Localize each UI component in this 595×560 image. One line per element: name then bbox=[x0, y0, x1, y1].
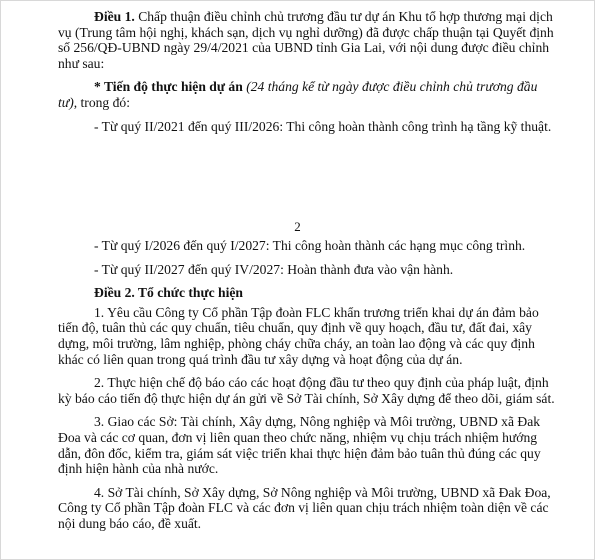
article-1-intro-text: Chấp thuận điều chỉnh chủ trương đầu tư dự án Khu tổ hợp thương mại dịch vụ (Trung tâm hội nghị, khách sạn, dịch vụ nghỉ dưỡng) đã được chấp thuận tại Quyết định số 256/QĐ-UBND ngày 29/4/2021 của UBND tỉnh Gia Lai, với nội dung được điều chỉnh như sau: bbox=[58, 9, 554, 71]
progress-item-1: - Từ quý II/2021 đến quý III/2026: Thi công hoàn thành công trình hạ tầng kỹ thuật. bbox=[94, 118, 552, 134]
progress-label: * Tiến độ thực hiện dự án bbox=[94, 79, 243, 95]
page-number: 2 bbox=[294, 219, 301, 234]
article-1-section bbox=[58, 9, 558, 134]
progress-item-3: - Từ quý II/2027 đến quý IV/2027: Hoàn thành đưa vào vận hành. bbox=[94, 261, 454, 277]
article-2-paragraph-4: 4. Sở Tài chính, Sở Xây dựng, Sở Nông nghiệp và Môi trường, UBND xã Đak Đoa, Công ty Cổ phần Tập đoàn FLC và các đơn vị liên quan chịu trách nhiệm toàn diện về các nội dung báo cáo, đề xuất. bbox=[58, 484, 551, 531]
article-2-paragraph-3: 3. Giao các Sở: Tài chính, Xây dựng, Nông nghiệp và Môi trường, UBND xã Đak Đoa và các cơ quan, đơn vị liên quan theo chức năng, nhiệm vụ chịu trách nhiệm hướng dẫn, đôn đốc, kiểm tra, giám sát việc triển khai thực hiện đảm bảo tuân thủ đúng các quy định hiện hành của nhà nước. bbox=[58, 414, 541, 477]
progress-note: (24 tháng kể từ ngày được điều chỉnh chủ trương đầu tư) bbox=[58, 79, 538, 110]
article-1-heading: Điều 1. bbox=[94, 9, 135, 24]
progress-item-2: - Từ quý I/2026 đến quý I/2027: Thi công hoàn thành các hạng mục công trình. bbox=[94, 238, 526, 253]
progress-suffix: , trong đó: bbox=[73, 94, 130, 110]
article-2-heading: Điều 2. Tổ chức thực hiện bbox=[94, 285, 243, 301]
article-2-paragraph-2: 2. Thực hiện chế độ báo cáo các hoạt động đầu tư theo quy định của pháp luật, định kỳ báo cáo tiến độ thực hiện dự án gửi về Sở Tài chính, Sở Xây dựng để theo dõi, giám sát. bbox=[58, 375, 555, 406]
progress-paragraph bbox=[58, 79, 558, 110]
page-2-section bbox=[58, 238, 558, 532]
article-1-intro bbox=[58, 9, 558, 71]
article-2-paragraph-1: 1. Yêu cầu Công ty Cổ phần Tập đoàn FLC khẩn trương triển khai dự án đảm bảo tiến độ, tuân thủ các quy chuẩn, tiêu chuẩn, quy định về quy hoạch, đầu tư, đất đai, xây dựng, môi trường, lâm nghiệp, phòng cháy chữa cháy, an toàn lao động và các quy định khác có liên quan trong quá trình đầu tư xây dựng và hoạt động của dự án. bbox=[58, 304, 539, 367]
